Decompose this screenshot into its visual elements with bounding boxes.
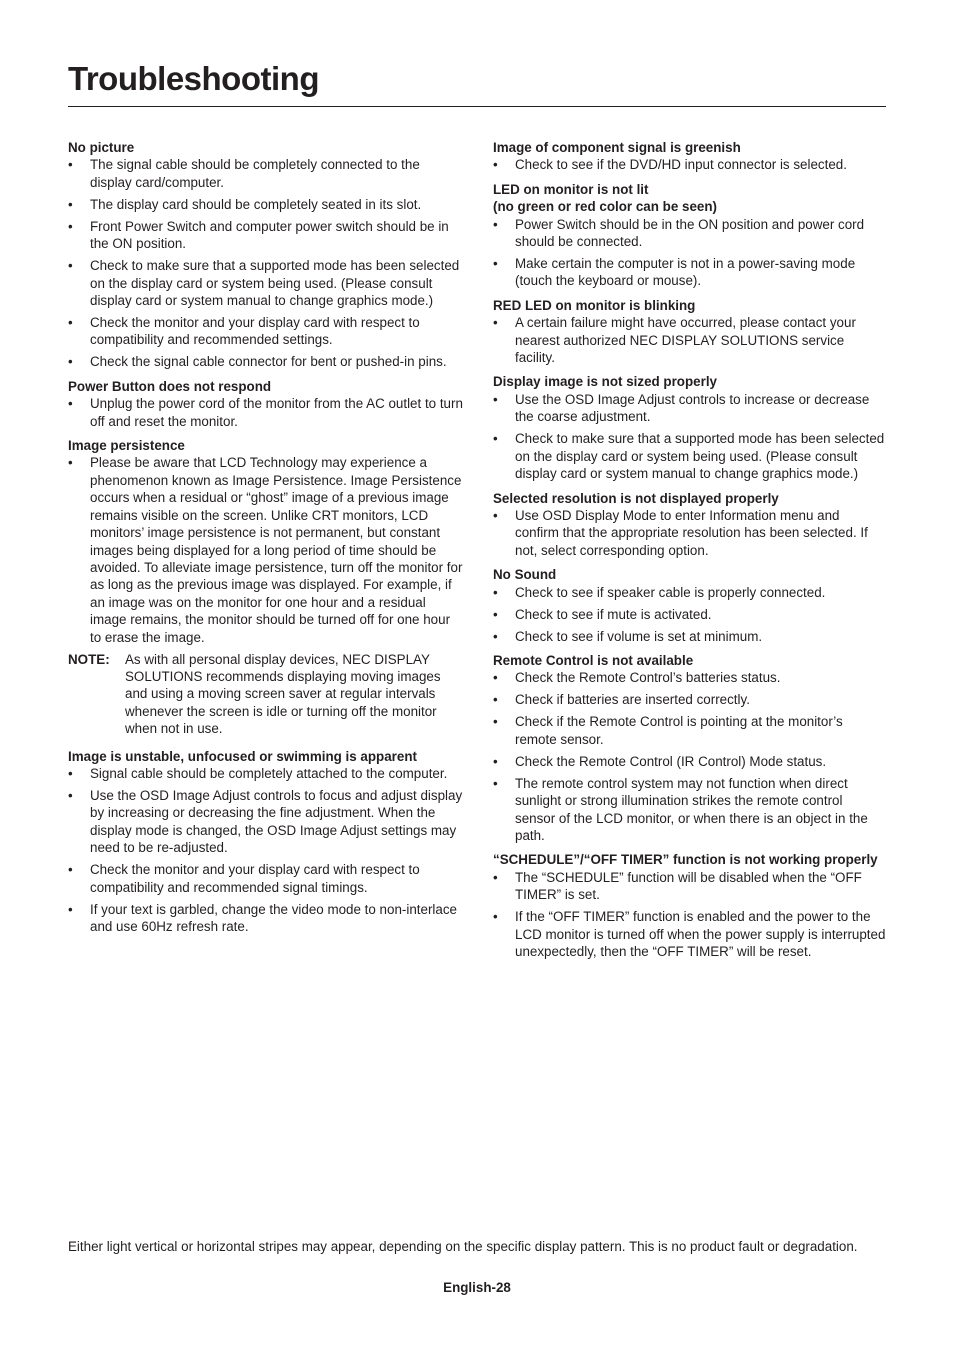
list-item: • Power Switch should be in the ON position and power cord should be connected.: [493, 216, 886, 251]
list-item: • Check to see if speaker cable is properly connected.: [493, 584, 886, 601]
list-item: • Check the monitor and your display card with respect to compatibility and recommended signal timings.: [68, 861, 463, 896]
list-item: • Check if the Remote Control is pointing at the monitor’s remote sensor.: [493, 713, 886, 748]
list-item: • Please be aware that LCD Technology may experience a phenomenon known as Image Persistence. Image Persistence occurs when a residual or “ghost” image of a previous image remains visible on the screen. Unlike CRT monitors, LCD monitors’ image persistence is not permanent, but constant images being displayed for a long period of time should be avoided. To alleviate image persistence, turn off the monitor for as long as the previous image was displayed. For example, if an image was on the monitor for one hour and a residual image remains, the monitor should be turned off for one hour to erase the image.: [68, 454, 463, 645]
section-greenish: [493, 139, 886, 174]
section-no-sound: [493, 566, 886, 645]
list-item: • Check if batteries are inserted correctly.: [493, 691, 886, 708]
list-item: • If the “OFF TIMER” function is enabled and the power to the LCD monitor is turned off when the power supply is interrupted unexpectedly, then the “OFF TIMER” will be reset.: [493, 908, 886, 960]
section-led-not-lit: [493, 181, 886, 290]
bullet-list: [493, 507, 886, 559]
list-item: • Check to see if the DVD/HD input connector is selected.: [493, 156, 886, 173]
note-text: As with all personal display devices, NEC DISPLAY SOLUTIONS recommends displaying moving images and using a moving screen saver at regular intervals whenever the screen is idle or turning off the monitor when not in use.: [125, 651, 441, 737]
section-not-sized: [493, 373, 886, 482]
bullet-list: [493, 391, 886, 483]
list-item: • Check the monitor and your display card with respect to compatibility and recommended settings.: [68, 314, 463, 349]
bullet-list: [493, 669, 886, 844]
section-heading: Remote Control is not available: [493, 652, 694, 668]
section-red-led: [493, 297, 886, 367]
bullet-list: [493, 869, 886, 961]
list-item: • Use the OSD Image Adjust controls to focus and adjust display by increasing or decreasing the fine adjustment. When the display mode is changed, the OSD Image Adjust settings may need to be re-adjusted.: [68, 787, 463, 857]
list-item: • Check to see if mute is activated.: [493, 606, 886, 623]
left-column: [68, 139, 463, 942]
list-item: • The “SCHEDULE” function will be disabled when the “OFF TIMER” is set.: [493, 869, 886, 904]
list-item: • Unplug the power cord of the monitor from the AC outlet to turn off and reset the monitor.: [68, 395, 463, 430]
bullet-list: [493, 584, 886, 645]
list-item: • Check the Remote Control (IR Control) Mode status.: [493, 753, 886, 770]
right-column: [493, 139, 886, 967]
section-power-button: [68, 378, 463, 430]
list-item: • Front Power Switch and computer power switch should be in the ON position.: [68, 218, 463, 253]
bullet-list: [68, 454, 463, 645]
section-heading: No Sound: [493, 567, 557, 583]
section-heading: Image is unstable, unfocused or swimming is apparent: [68, 748, 417, 764]
note-block: [68, 651, 463, 738]
list-item: • The signal cable should be completely connected to the display card/computer.: [68, 156, 463, 191]
list-item: • The display card should be completely seated in its slot.: [68, 196, 463, 213]
list-item: • If your text is garbled, change the video mode to non-interlace and use 60Hz refresh rate.: [68, 901, 463, 936]
list-item: • Use the OSD Image Adjust controls to increase or decrease the coarse adjustment.: [493, 391, 886, 426]
bullet-list: [68, 156, 463, 370]
section-no-picture: [68, 139, 463, 371]
list-item: • The remote control system may not function when direct sunlight or strong illumination strikes the remote control sensor of the LCD monitor, or when there is an object in the path.: [493, 775, 886, 845]
note-label: NOTE:: [68, 651, 110, 667]
section-remote: [493, 652, 886, 844]
section-heading: No picture: [68, 140, 135, 155]
bullet-list: [68, 395, 463, 430]
title-rule: [68, 106, 886, 107]
section-heading: Image persistence: [68, 438, 185, 454]
section-image-persistence: [68, 437, 463, 738]
list-item: • A certain failure might have occurred, please contact your nearest authorized NEC DISPLAY SOLUTIONS service facility.: [493, 314, 886, 366]
footnote: Either light vertical or horizontal stripes may appear, depending on the specific display pattern. This is no product fault or degradation.: [68, 1239, 858, 1254]
section-heading: LED on monitor is not lit: [493, 181, 649, 197]
bullet-list: [68, 765, 463, 935]
bullet-list: [493, 156, 886, 173]
section-heading: RED LED on monitor is blinking: [493, 297, 696, 313]
bullet-list: [493, 314, 886, 366]
section-heading: Selected resolution is not displayed properly: [493, 490, 779, 506]
page-number: English-28: [443, 1280, 511, 1295]
section-subheading: (no green or red color can be seen): [493, 199, 717, 215]
section-schedule: [493, 851, 886, 960]
page-title: Troubleshooting: [68, 60, 319, 97]
list-item: • Check the signal cable connector for bent or pushed-in pins.: [68, 353, 463, 370]
list-item: • Use OSD Display Mode to enter Information menu and confirm that the appropriate resolution has been selected. If not, select corresponding option.: [493, 507, 886, 559]
bullet-list: [493, 216, 886, 290]
section-heading: Display image is not sized properly: [493, 374, 717, 390]
list-item: • Make certain the computer is not in a power-saving mode (touch the keyboard or mouse).: [493, 255, 886, 290]
section-heading: “SCHEDULE”/“OFF TIMER” function is not working properly: [493, 852, 878, 868]
section-heading: Image of component signal is greenish: [493, 140, 741, 155]
list-item: • Check to see if volume is set at minimum.: [493, 628, 886, 645]
list-item: • Signal cable should be completely attached to the computer.: [68, 765, 463, 782]
section-image-unstable: [68, 748, 463, 936]
list-item: • Check to make sure that a supported mode has been selected on the display card or system being used. (Please consult display card or system manual to change graphics mode.): [68, 257, 463, 309]
section-heading: Power Button does not respond: [68, 378, 272, 394]
section-resolution: [493, 490, 886, 560]
list-item: • Check to make sure that a supported mode has been selected on the display card or system being used. (Please consult display card or system manual to change graphics mode.): [493, 430, 886, 482]
list-item: • Check the Remote Control’s batteries status.: [493, 669, 886, 686]
